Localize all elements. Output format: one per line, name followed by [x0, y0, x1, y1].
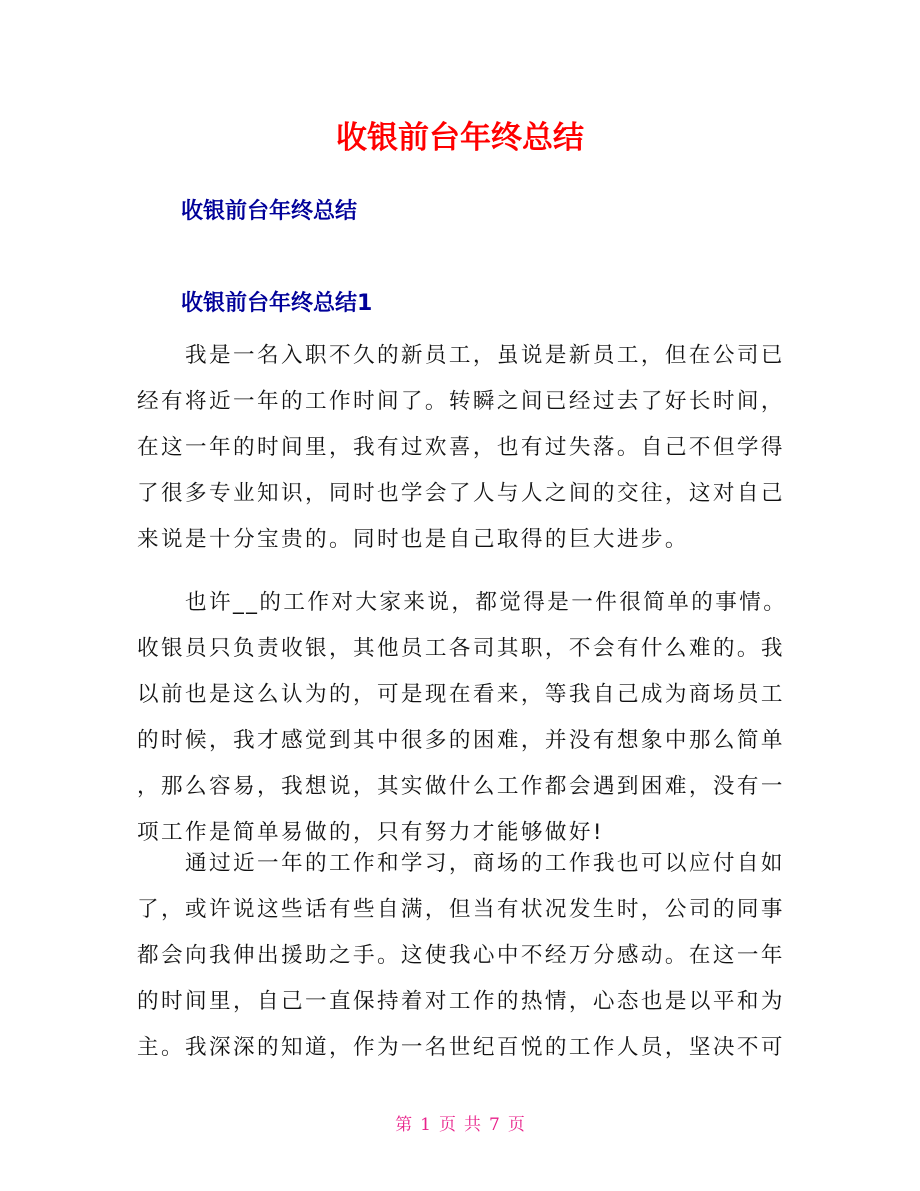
text-line: 了，或许说这些话有些自满，但当有状况发生时，公司的同事 — [137, 897, 785, 922]
footer-prefix: 第 — [395, 1115, 413, 1135]
text-line: 经有将近一年的工作时间了。转瞬之间已经过去了好长时间， — [137, 389, 785, 414]
page-number-footer — [0, 1112, 920, 1138]
footer-total-unit: 页 — [507, 1115, 525, 1135]
text-line: 在这一年的时间里，我有过欢喜，也有过失落。自己不但学得 — [137, 435, 785, 460]
document-title: 收银前台年终总结 — [336, 120, 584, 156]
text-line: 主。我深深的知道，作为一名世纪百悦的工作人员，坚决不可 — [137, 1035, 785, 1060]
text-line: 了很多专业知识，同时也学会了人与人之间的交往，这对自己 — [137, 481, 785, 506]
text-line: 我是一名入职不久的新员工，虽说是新员工，但在公司已 — [137, 343, 785, 368]
text-line: 的时候，我才感觉到其中很多的困难，并没有想象中那么简单 — [137, 728, 785, 753]
text-line: 项工作是简单易做的，只有努力才能够做好! — [137, 820, 604, 845]
text-line: 都会向我伸出援助之手。这使我心中不经万分感动。在这一年 — [137, 943, 785, 968]
footer-total-prefix: 共 — [464, 1115, 481, 1135]
text-line: 收银员只负责收银，其他员工各司其职，不会有什么难的。我 — [137, 636, 785, 661]
subsection-heading: 收银前台年终总结1 — [181, 291, 373, 316]
text-line: 也许__的工作对大家来说，都觉得是一件很简单的事情。 — [137, 590, 788, 615]
section-heading: 收银前台年终总结 — [181, 199, 358, 224]
current-page-number: 1 — [420, 1115, 431, 1135]
paragraph-2 — [137, 580, 788, 856]
text-line: 以前也是这么认为的，可是现在看来，等我自己成为商场员工 — [137, 682, 785, 707]
paragraph-3 — [137, 841, 785, 1071]
text-line: 的时间里，自己一直保持着对工作的热情，心态也是以平和为 — [137, 989, 785, 1014]
text-line: ，那么容易，我想说，其实做什么工作都会遇到困难，没有一 — [137, 774, 785, 799]
text-line: 来说是十分宝贵的。同时也是自己取得的巨大进步。 — [137, 527, 689, 552]
total-pages-number: 7 — [489, 1115, 500, 1135]
paragraph-1 — [137, 333, 785, 563]
text-line: 通过近一年的工作和学习，商场的工作我也可以应付自如 — [137, 851, 785, 876]
footer-page-unit: 页 — [439, 1115, 456, 1135]
